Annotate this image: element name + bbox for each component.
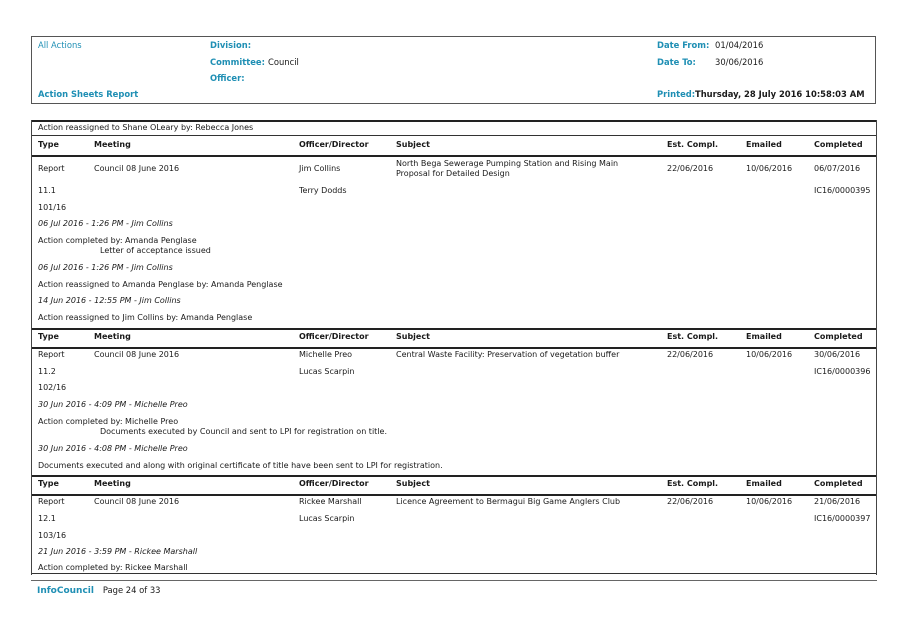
record-completed: 06/07/2016 xyxy=(814,164,861,173)
printed-value: Thursday, 28 July 2016 10:58:03 AM xyxy=(695,89,865,99)
record-type: Report xyxy=(38,164,65,173)
officer-label: Officer: xyxy=(210,73,245,83)
top-note: Action reassigned to Shane OLeary by: Rebecca Jones xyxy=(38,123,254,132)
record-resolution: 103/16 xyxy=(38,531,67,540)
record-officer: Michelle Preo xyxy=(299,350,353,359)
record-completed: 30/06/2016 xyxy=(814,350,861,359)
history-text: Action completed by: Rickee Marshall xyxy=(38,563,188,572)
history-text: Action completed by: Amanda Penglase xyxy=(38,236,197,245)
actions-table xyxy=(31,120,877,575)
col-meeting: Meeting xyxy=(94,140,131,149)
col-completed: Completed xyxy=(814,332,863,341)
col-type: Type xyxy=(38,332,59,341)
col-completed: Completed xyxy=(814,140,863,149)
record-resolution: 102/16 xyxy=(38,383,67,392)
record-est-compl: 22/06/2016 xyxy=(667,497,714,506)
date-from-label: Date From: xyxy=(657,40,710,50)
record-director: Lucas Scarpin xyxy=(299,514,355,523)
record-emailed: 10/06/2016 xyxy=(746,164,793,173)
date-from-value: 01/04/2016 xyxy=(715,40,764,50)
date-to-value: 30/06/2016 xyxy=(715,57,764,67)
record-ref: IC16/0000396 xyxy=(814,367,871,376)
history-stamp: 30 Jun 2016 - 4:08 PM - Michelle Preo xyxy=(38,444,188,453)
history-stamp: 21 Jun 2016 - 3:59 PM - Rickee Marshall xyxy=(38,547,198,556)
col-completed: Completed xyxy=(814,479,863,488)
record-subject: Licence Agreement to Bermagui Big Game Anglers Club xyxy=(396,497,621,506)
record-officer: Rickee Marshall xyxy=(299,497,362,506)
col-emailed: Emailed xyxy=(746,332,782,341)
record-est-compl: 22/06/2016 xyxy=(667,350,714,359)
record-subject: North Bega Sewerage Pumping Station and Rising Main Proposal for Detailed Design xyxy=(396,159,619,178)
col-subject: Subject xyxy=(396,140,430,149)
history-text: Documents executed and along with original certificate of title have been sent to LPI for registration. xyxy=(38,461,443,470)
col-meeting: Meeting xyxy=(94,479,131,488)
record-director: Terry Dodds xyxy=(299,186,347,195)
record-meeting: Council 08 June 2016 xyxy=(94,497,180,506)
col-est-compl: Est. Compl. xyxy=(667,479,719,488)
record-officer: Jim Collins xyxy=(299,164,341,173)
record-item: 11.1 xyxy=(38,186,56,195)
col-est-compl: Est. Compl. xyxy=(667,332,719,341)
history-text: Action reassigned to Jim Collins by: Amanda Penglase xyxy=(38,313,253,322)
committee-value: Council xyxy=(268,57,299,67)
infocouncil-brand: InfoCouncil xyxy=(37,586,94,596)
col-officer: Officer/Director xyxy=(299,332,369,341)
record-item: 11.2 xyxy=(38,367,56,376)
record-item: 12.1 xyxy=(38,514,56,523)
col-officer: Officer/Director xyxy=(299,140,369,149)
printed-label: Printed: xyxy=(657,89,696,99)
col-subject: Subject xyxy=(396,479,430,488)
report-header xyxy=(31,36,876,104)
col-type: Type xyxy=(38,140,59,149)
all-actions-link[interactable]: All Actions xyxy=(38,40,82,50)
record-subject: Central Waste Facility: Preservation of vegetation buffer xyxy=(396,350,620,359)
history-stamp: 06 Jul 2016 - 1:26 PM - Jim Collins xyxy=(38,263,173,272)
record-meeting: Council 08 June 2016 xyxy=(94,164,180,173)
col-meeting: Meeting xyxy=(94,332,131,341)
history-stamp: 14 Jun 2016 - 12:55 PM - Jim Collins xyxy=(38,296,181,305)
record-ref: IC16/0000395 xyxy=(814,186,871,195)
history-detail: Letter of acceptance issued xyxy=(100,246,211,255)
col-officer: Officer/Director xyxy=(299,479,369,488)
record-meeting: Council 08 June 2016 xyxy=(94,350,180,359)
history-detail: Documents executed by Council and sent to LPI for registration on title. xyxy=(100,427,387,436)
col-emailed: Emailed xyxy=(746,479,782,488)
history-stamp: 06 Jul 2016 - 1:26 PM - Jim Collins xyxy=(38,219,173,228)
record-ref: IC16/0000397 xyxy=(814,514,871,523)
col-subject: Subject xyxy=(396,332,430,341)
record-type: Report xyxy=(38,497,65,506)
record-emailed: 10/06/2016 xyxy=(746,497,793,506)
division-label: Division: xyxy=(210,40,252,50)
record-type: Report xyxy=(38,350,65,359)
history-stamp: 30 Jun 2016 - 4:09 PM - Michelle Preo xyxy=(38,400,188,409)
history-text: Action completed by: Michelle Preo xyxy=(38,417,179,426)
col-type: Type xyxy=(38,479,59,488)
date-to-label: Date To: xyxy=(657,57,696,67)
page-number: Page 24 of 33 xyxy=(102,585,161,595)
footer-rule xyxy=(31,580,877,581)
record-resolution: 101/16 xyxy=(38,203,67,212)
report-title: Action Sheets Report xyxy=(38,89,139,99)
record-emailed: 10/06/2016 xyxy=(746,350,793,359)
col-emailed: Emailed xyxy=(746,140,782,149)
record-est-compl: 22/06/2016 xyxy=(667,164,714,173)
record-director: Lucas Scarpin xyxy=(299,367,355,376)
record-completed: 21/06/2016 xyxy=(814,497,861,506)
footer xyxy=(37,585,161,596)
col-est-compl: Est. Compl. xyxy=(667,140,719,149)
committee-label: Committee: xyxy=(210,57,265,67)
history-text: Action reassigned to Amanda Penglase by: Amanda Penglase xyxy=(38,280,283,289)
